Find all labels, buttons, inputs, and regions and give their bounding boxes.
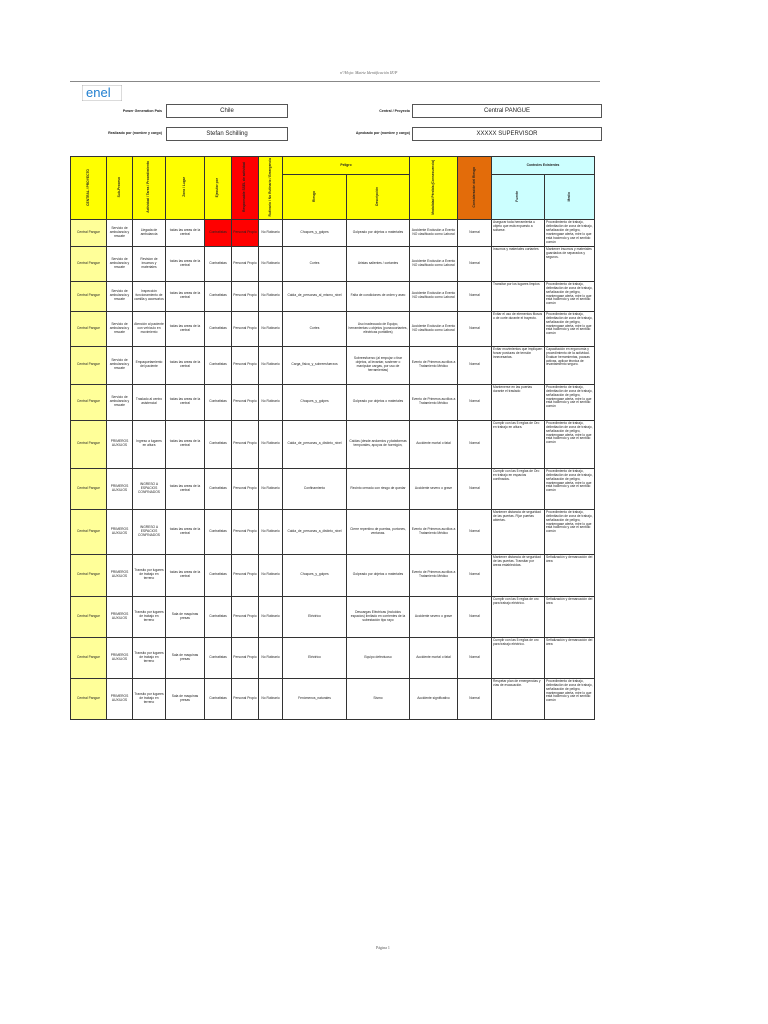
- table-row: [71, 509, 595, 554]
- cell-rutinario: No Rutinario: [259, 384, 283, 420]
- cell-riesgo: Choques_y_golpes: [283, 220, 347, 246]
- col-fuente: Fuente: [492, 175, 545, 220]
- cell-fuente: Cumplir con las 5 reglas de oro para trabajo eléctrico.: [492, 637, 545, 678]
- cell-responsable: Personal Propio: [232, 554, 259, 596]
- cell-riesgo: Confinamiento: [283, 468, 347, 509]
- cell-medio: Señalización y demarcación del área: [545, 554, 595, 596]
- cell-fuente: Insumos y materiales cortantes: [492, 246, 545, 281]
- cell-responsable: Personal Propio: [232, 311, 259, 346]
- cell-modalidad: Evento de Primeros auxilios a Tratamiento Médico: [410, 346, 458, 384]
- cell-modalidad: Accidente Exclusión a Evento NO clasificado como Laboral: [410, 281, 458, 311]
- table-row: [71, 281, 595, 311]
- cell-riesgo: Cortes: [283, 311, 347, 346]
- cell-responsable: Personal Propio: [232, 281, 259, 311]
- cell-actividad: Transito por lugares de trabajo en terreno: [133, 678, 166, 719]
- cell-nivel: Normal: [458, 678, 492, 719]
- cell-modalidad: Accidente Exclusión a Evento NO clasificado como Laboral: [410, 246, 458, 281]
- cell-subproceso: Servicio de ambulancia y rescate: [107, 346, 133, 384]
- cell-descripcion: Equipo defectuoso: [347, 637, 410, 678]
- cell-lugar: todas las areas de la central: [166, 246, 205, 281]
- cell-ejecutor: Contratistas: [205, 678, 232, 719]
- cell-actividad: Revision de insumos y materiales: [133, 246, 166, 281]
- table-row: [71, 246, 595, 281]
- cell-modalidad: Accidente Exclusión a Evento NO clasificado como Laboral: [410, 220, 458, 246]
- cell-nivel: Normal: [458, 220, 492, 246]
- cell-modalidad: Accidente mortal o fatal: [410, 637, 458, 678]
- cell-modalidad: Accidente severo o grave: [410, 468, 458, 509]
- cell-ejecutor: Contratistas: [205, 637, 232, 678]
- col-descripcion: Descripción: [347, 175, 410, 220]
- cell-riesgo: Fenómenos_naturales: [283, 678, 347, 719]
- cell-descripcion: Golpeado por objetos o materiales: [347, 384, 410, 420]
- cell-rutinario: No Rutinario: [259, 311, 283, 346]
- table-row: [71, 420, 595, 468]
- cell-medio: Señalización y demarcación del área: [545, 596, 595, 637]
- cell-descripcion: Caídas (desde andamios y plataformas temporales, apoyos de hormigón,: [347, 420, 410, 468]
- col-ejecutor: Ejecutor por: [205, 157, 232, 220]
- cell-descripcion: Sobreesfuerzo (al empujar o tirar objetos, al levantar, sostener o manipular cargas, por uso de herramientas): [347, 346, 410, 384]
- cell-fuente: Cumplir con las 5 reglas de Oro en trabajo en altura.: [492, 420, 545, 468]
- cell-fuente: Mantenerse en las puertas durante el traslado: [492, 384, 545, 420]
- cell-riesgo: Caida_de_personas_a_distinto_nivel: [283, 509, 347, 554]
- cell-modalidad: Accidente significativo: [410, 678, 458, 719]
- cell-nivel: Normal: [458, 311, 492, 346]
- cell-fuente: Respetar plan de emergencias y vías de evacuación.: [492, 678, 545, 719]
- cell-lugar: todas las areas de la central: [166, 220, 205, 246]
- cell-nivel: Normal: [458, 384, 492, 420]
- cell-actividad: Atención al paciente con vehículo en movimiento: [133, 311, 166, 346]
- cell-rutinario: No Rutinario: [259, 246, 283, 281]
- col-responsable: Responsable SSEL de actividad: [232, 157, 259, 220]
- cell-ejecutor: Contratistas: [205, 311, 232, 346]
- cell-descripcion: Golpeado por objetos o materiales: [347, 554, 410, 596]
- cell-subproceso: Servicio de ambulancia y rescate: [107, 246, 133, 281]
- cell-central: Central Pangue: [71, 637, 107, 678]
- cell-responsable: Personal Propio: [232, 637, 259, 678]
- col-riesgo: Riesgo: [283, 175, 347, 220]
- cell-subproceso: PRIMEROS AUXILIOS: [107, 420, 133, 468]
- col-medio: Medio: [545, 175, 595, 220]
- cell-nivel: Normal: [458, 420, 492, 468]
- cell-ejecutor: Contratistas: [205, 281, 232, 311]
- cell-medio: Procedimiento de trabajo, delimitación de zona de trabajo, señalización de peligro, mantengase alerta, mire lo que está haciendo y use el sentido común: [545, 420, 595, 468]
- cell-descripcion: Recinto cerrado con riesgo de quedar: [347, 468, 410, 509]
- approver-field: XXXXX SUPERVISOR: [412, 127, 602, 141]
- cell-medio: Procedimiento de trabajo, delimitación de zona de trabajo, señalización de peligro, mantengase alerta, mire lo que está haciendo y use el sentido común: [545, 220, 595, 246]
- cell-rutinario: No Rutinario: [259, 678, 283, 719]
- cell-riesgo: Caida_de_personas_al_mismo_nivel: [283, 281, 347, 311]
- cell-nivel: Normal: [458, 596, 492, 637]
- cell-lugar: Sala de maquinas presas: [166, 637, 205, 678]
- table-row: [71, 468, 595, 509]
- cell-ejecutor: Contratistas: [205, 384, 232, 420]
- cell-central: Central Pangue: [71, 311, 107, 346]
- cell-riesgo: Choques_y_golpes: [283, 554, 347, 596]
- central-label: Central / Proyecto: [379, 109, 410, 113]
- col-subproceso: Sub-Proceso: [107, 157, 133, 220]
- cell-lugar: todas las areas de la central: [166, 346, 205, 384]
- cell-subproceso: PRIMEROS AUXILIOS: [107, 678, 133, 719]
- cell-modalidad: Evento de Primeros auxilios a Tratamiento Médico: [410, 554, 458, 596]
- cell-central: Central Pangue: [71, 554, 107, 596]
- reviewer-field: Stefan Schilling: [166, 127, 288, 141]
- cell-lugar: todas las areas de la central: [166, 468, 205, 509]
- document-title: n°/Hoja: Matriz Identificación IE/P: [340, 70, 398, 75]
- cell-modalidad: Accidente mortal o fatal: [410, 420, 458, 468]
- cell-medio: Capacitación en ergonomía y procedimiento de la actividad. Evaluar herramientas, pausas activas, aplicar técnica de levantamiento seguro.: [545, 346, 595, 384]
- cell-ejecutor: Contratistas: [205, 420, 232, 468]
- cell-actividad: INGRESO A ESPACIOS CONFINADOS: [133, 509, 166, 554]
- cell-subproceso: PRIMEROS AUXILIOS: [107, 637, 133, 678]
- generator-label: Power Generation País: [122, 109, 162, 113]
- cell-subproceso: Servicio de ambulancia y rescate: [107, 311, 133, 346]
- cell-rutinario: No Rutinario: [259, 468, 283, 509]
- cell-medio: Procedimiento de trabajo, delimitación de zona de trabajo, señalización de peligro, mantengase alerta, mire lo que está haciendo y use el sentido común: [545, 384, 595, 420]
- table-row: [71, 637, 595, 678]
- cell-nivel: Normal: [458, 554, 492, 596]
- cell-riesgo: Carga_fisica_y_sobreesfuerzos: [283, 346, 347, 384]
- cell-fuente: Mantener distancia de seguridad de las puertas. Fijar puertas abiertas.: [492, 509, 545, 554]
- cell-fuente: Cumplir con las 5 reglas de oro para trabajo eléctrico.: [492, 596, 545, 637]
- cell-responsable: Personal Propio: [232, 384, 259, 420]
- approved-label: Aprobado por (nombre y cargo): [355, 131, 410, 135]
- cell-responsable: Personal Propio: [232, 420, 259, 468]
- cell-subproceso: PRIMEROS AUXILIOS: [107, 509, 133, 554]
- col-lugar: Zona / Lugar: [166, 157, 205, 220]
- cell-lugar: todas las areas de la central: [166, 554, 205, 596]
- cell-rutinario: No Rutinario: [259, 346, 283, 384]
- cell-responsable: Personal Propio: [232, 468, 259, 509]
- cell-riesgo: Choques_y_golpes: [283, 384, 347, 420]
- cell-central: Central Pangue: [71, 678, 107, 719]
- cell-actividad: Transito por lugares de trabajo en terreno: [133, 554, 166, 596]
- table-row: [71, 678, 595, 719]
- cell-medio: Procedimiento de trabajo, delimitación de zona de trabajo, señalización de peligro, mantengase alerta, mire lo que está haciendo y use el sentido común: [545, 678, 595, 719]
- cell-rutinario: No Rutinario: [259, 554, 283, 596]
- cell-rutinario: No Rutinario: [259, 420, 283, 468]
- cell-actividad: Traslado al centro asistencial: [133, 384, 166, 420]
- cell-descripcion: Uso inadecuado de Equipo, herramientas u objetos (punzocortantes, eléctricas portátiles): [347, 311, 410, 346]
- cell-subproceso: PRIMEROS AUXILIOS: [107, 468, 133, 509]
- cell-fuente: Asegurar toda herramienta u objeto que está expuesto a soltarse.: [492, 220, 545, 246]
- cell-responsable: Personal Propio: [232, 220, 259, 246]
- cell-rutinario: No Rutinario: [259, 220, 283, 246]
- col-nivel: Consideración del Riesgo: [458, 157, 492, 220]
- cell-lugar: todas las areas de la central: [166, 281, 205, 311]
- cell-responsable: Personal Propio: [232, 509, 259, 554]
- cell-fuente: Mantener distancia de seguridad de las puertas. Transitar por áreas establecidas.: [492, 554, 545, 596]
- cell-ejecutor: Contratistas: [205, 554, 232, 596]
- cell-ejecutor: Contratistas: [205, 596, 232, 637]
- cell-medio: Procedimiento de trabajo, delimitación de zona de trabajo, señalización de peligro, mantengase alerta, mire lo que está haciendo y use el sentido común: [545, 311, 595, 346]
- cell-lugar: todas las areas de la central: [166, 384, 205, 420]
- cell-fuente: Cumplir con las 5 reglas de Oro en trabajo en espacios confinados.: [492, 468, 545, 509]
- cell-descripcion: Cierre repentino de puertas, portones, ventanas.: [347, 509, 410, 554]
- col-modalidad: Modalidad Pérdida (Consecuencia): [410, 157, 458, 220]
- cell-rutinario: No Rutinario: [259, 596, 283, 637]
- cell-subproceso: Servicio de ambulancia y rescate: [107, 384, 133, 420]
- cell-medio: Procedimiento de trabajo, delimitación de zona de trabajo, señalización de peligro, mantengase alerta, mire lo que está haciendo y use el sentido común: [545, 509, 595, 554]
- table-row: [71, 554, 595, 596]
- cell-responsable: Personal Propio: [232, 678, 259, 719]
- cell-nivel: Normal: [458, 468, 492, 509]
- cell-modalidad: Evento de Primeros auxilios a Tratamiento Médico: [410, 384, 458, 420]
- table-row: [71, 220, 595, 246]
- cell-descripcion: Aristas salientes / cortantes: [347, 246, 410, 281]
- table-row: [71, 384, 595, 420]
- cell-central: Central Pangue: [71, 420, 107, 468]
- reviewed-label: Realizado por (nombre y cargo): [108, 131, 162, 135]
- cell-medio: Procedimiento de trabajo, delimitación de zona de trabajo, señalización de peligro, mantengase alerta, mire lo que está haciendo y use el sentido común: [545, 281, 595, 311]
- header-divider: [70, 81, 600, 82]
- cell-fuente: Transitar por los lugares limpios: [492, 281, 545, 311]
- cell-responsable: Personal Propio: [232, 246, 259, 281]
- cell-fuente: Evitar movimientos que impliquen forzar posturas de tensión innecesarias.: [492, 346, 545, 384]
- cell-riesgo: Caida_de_personas_a_distinto_nivel: [283, 420, 347, 468]
- cell-medio: Mantener insumos y materiales guardados de separados y seguros.: [545, 246, 595, 281]
- cell-actividad: INGRESO A ESPACIOS CONFINADOS: [133, 468, 166, 509]
- col-actividad: Actividad / Tarea / Procedimiento: [133, 157, 166, 220]
- cell-modalidad: Accidente severo o grave: [410, 596, 458, 637]
- cell-subproceso: Servicio de ambulancia y rescate: [107, 220, 133, 246]
- country-field: Chile: [166, 104, 288, 118]
- cell-actividad: Llegada de ambulancia: [133, 220, 166, 246]
- cell-nivel: Normal: [458, 509, 492, 554]
- cell-ejecutor: Contratistas: [205, 346, 232, 384]
- cell-central: Central Pangue: [71, 220, 107, 246]
- cell-modalidad: Evento de Primeros auxilios a Tratamiento Médico: [410, 509, 458, 554]
- cell-nivel: Normal: [458, 281, 492, 311]
- cell-lugar: Sala de maquinas presas: [166, 678, 205, 719]
- cell-actividad: Ingreso a lugares en altura: [133, 420, 166, 468]
- cell-ejecutor: Contratistas: [205, 246, 232, 281]
- cell-medio: Señalización y demarcación del área: [545, 637, 595, 678]
- cell-lugar: todas las areas de la central: [166, 420, 205, 468]
- table-row: [71, 346, 595, 384]
- cell-central: Central Pangue: [71, 596, 107, 637]
- cell-medio: Procedimiento de trabajo, delimitación de zona de trabajo, señalización de peligro, mantengase alerta, mire lo que está haciendo y use el sentido común: [545, 468, 595, 509]
- matrix-body: [71, 220, 595, 719]
- cell-lugar: todas las areas de la central: [166, 311, 205, 346]
- cell-responsable: Personal Propio: [232, 596, 259, 637]
- cell-lugar: Sala de maquinas presas: [166, 596, 205, 637]
- cell-riesgo: Eléctrico: [283, 596, 347, 637]
- cell-actividad: Transito por lugares de trabajo en terreno: [133, 596, 166, 637]
- enel-logo: [82, 85, 122, 106]
- cell-actividad: Empaquetamiento del paciente: [133, 346, 166, 384]
- col-peligro: Peligro: [283, 157, 410, 175]
- cell-riesgo: Eléctrico: [283, 637, 347, 678]
- col-rutinario: Rutinario / No Rutinario / Emergencia: [259, 157, 283, 220]
- table-row: [71, 311, 595, 346]
- col-central: CENTRAL / PROYECTO: [71, 157, 107, 220]
- cell-actividad: Transito por lugares de trabajo en terreno: [133, 637, 166, 678]
- cell-central: Central Pangue: [71, 346, 107, 384]
- cell-descripcion: Falta de condiciones de orden y aseo: [347, 281, 410, 311]
- cell-central: Central Pangue: [71, 281, 107, 311]
- cell-descripcion: Descargas Eléctricas (incluidos espacios) limitado en corrientes de la subestación tipo rayo: [347, 596, 410, 637]
- table-row: [71, 596, 595, 637]
- cell-subproceso: PRIMEROS AUXILIOS: [107, 554, 133, 596]
- page-number: Página 1: [376, 945, 390, 950]
- cell-central: Central Pangue: [71, 384, 107, 420]
- cell-riesgo: Cortes: [283, 246, 347, 281]
- cell-subproceso: Servicio de ambulancia y rescate: [107, 281, 133, 311]
- cell-rutinario: No Rutinario: [259, 637, 283, 678]
- cell-responsable: Personal Propio: [232, 346, 259, 384]
- cell-nivel: Normal: [458, 246, 492, 281]
- cell-nivel: Normal: [458, 637, 492, 678]
- cell-descripcion: Sismo: [347, 678, 410, 719]
- cell-central: Central Pangue: [71, 509, 107, 554]
- cell-central: Central Pangue: [71, 468, 107, 509]
- cell-nivel: Normal: [458, 346, 492, 384]
- col-controles: Controles Existentes: [492, 157, 595, 175]
- cell-descripcion: Golpeado por objetos o materiales: [347, 220, 410, 246]
- cell-ejecutor: Contratistas: [205, 509, 232, 554]
- cell-modalidad: Accidente Exclusión a Evento NO clasificado como Laboral: [410, 311, 458, 346]
- cell-lugar: todas las areas de la central: [166, 509, 205, 554]
- cell-ejecutor: Contratistas: [205, 468, 232, 509]
- cell-fuente: Evitar el uso de elementos filosos o de corte durante el trayecto.: [492, 311, 545, 346]
- cell-actividad: Inspección funcionamiento de camilla y accesorios: [133, 281, 166, 311]
- cell-central: Central Pangue: [71, 246, 107, 281]
- cell-subproceso: PRIMEROS AUXILIOS: [107, 596, 133, 637]
- cell-rutinario: No Rutinario: [259, 281, 283, 311]
- cell-rutinario: No Rutinario: [259, 509, 283, 554]
- cell-ejecutor: Contratistas: [205, 220, 232, 246]
- central-field: Central PANGUE: [412, 104, 602, 118]
- risk-matrix: [70, 156, 595, 720]
- logo-text: enel: [86, 85, 111, 100]
